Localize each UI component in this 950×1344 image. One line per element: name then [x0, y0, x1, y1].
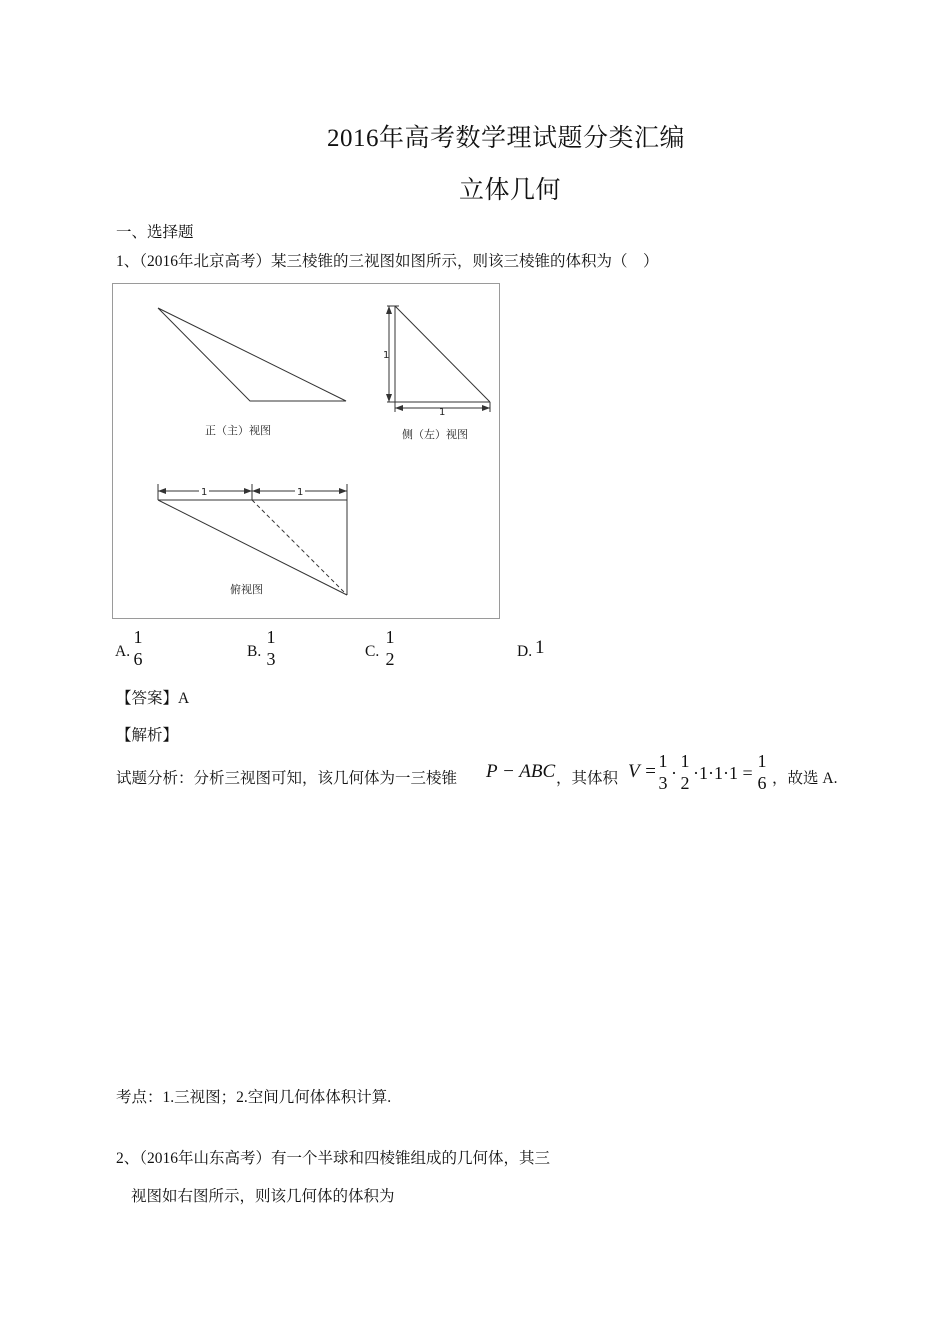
analysis-pyramid: P − ABC — [486, 761, 556, 782]
analysis-frac-2 — [677, 750, 693, 794]
analysis-mid: ，其体积 — [556, 770, 619, 787]
analysis-label: 【解析】 — [116, 727, 179, 744]
analysis-frac-2-den: 2 — [680, 773, 690, 793]
option-b-num: 1 — [266, 627, 276, 647]
section-heading: 一、选择题 — [116, 224, 194, 241]
side-view — [387, 306, 490, 412]
side-dim-arrows — [386, 306, 490, 411]
analysis-v: V = — [628, 761, 657, 782]
kaodian: 考点：1.三视图；2.空间几何体体积计算. — [116, 1089, 392, 1106]
side-height-dim-label: 1 — [383, 350, 390, 361]
option-c-den: 2 — [385, 649, 395, 669]
top-dim-left-label: 1 — [201, 487, 208, 498]
option-a-prefix: A. — [115, 643, 131, 660]
front-view — [158, 308, 346, 401]
analysis-frac-3-den: 6 — [757, 773, 767, 793]
analysis-product: ·1·1·1 = — [693, 763, 753, 783]
analysis-frac-2-num: 1 — [680, 751, 690, 771]
option-a-num: 1 — [133, 627, 143, 647]
side-view-label: 侧（左）视图 — [402, 428, 468, 441]
side-width-dim-label: 1 — [439, 407, 446, 418]
question-2-line-1: 2、（2016年山东高考）有一个半球和四棱锥组成的几何体，其三 — [116, 1150, 551, 1167]
question-1-stem: 1、（2016年北京高考）某三棱锥的三视图如图所示，则该三棱锥的体积为（ ） — [116, 253, 659, 270]
analysis-frac-1 — [655, 750, 671, 794]
option-c-num: 1 — [385, 627, 395, 647]
top-view-label: 俯视图 — [230, 583, 263, 596]
option-a-fraction — [130, 626, 146, 670]
option-b-den: 3 — [266, 649, 276, 669]
question-2-line-2: 视图如右图所示，则该几何体的体积为 — [131, 1188, 395, 1205]
top-dim-right-label: 1 — [297, 487, 304, 498]
option-a-den: 6 — [133, 649, 143, 669]
three-view-figure — [112, 283, 500, 619]
option-c-prefix: C. — [365, 643, 380, 660]
option-c-fraction — [382, 626, 398, 670]
front-view-label: 正（主）视图 — [205, 424, 271, 437]
three-view-diagram — [113, 284, 499, 618]
option-b-fraction — [263, 626, 279, 670]
analysis-frac-3-num: 1 — [757, 751, 767, 771]
analysis-lead: 试题分析：分析三视图可知，该几何体为一三棱锥 — [116, 770, 458, 787]
option-d-prefix: D. — [517, 643, 533, 660]
analysis-dot: · — [671, 763, 677, 783]
answer-label: 【答案】A — [116, 690, 190, 707]
option-d-value: 1 — [535, 637, 545, 658]
top-view — [158, 484, 347, 595]
analysis-tail: ，故选 A. — [772, 770, 838, 787]
analysis-frac-1-num: 1 — [658, 751, 668, 771]
page-subtitle: 立体几何 — [459, 177, 562, 204]
analysis-frac-3 — [754, 750, 770, 794]
analysis-frac-1-den: 3 — [658, 773, 668, 793]
option-b-prefix: B. — [247, 643, 262, 660]
page-title: 2016年高考数学理试题分类汇编 — [327, 125, 686, 152]
